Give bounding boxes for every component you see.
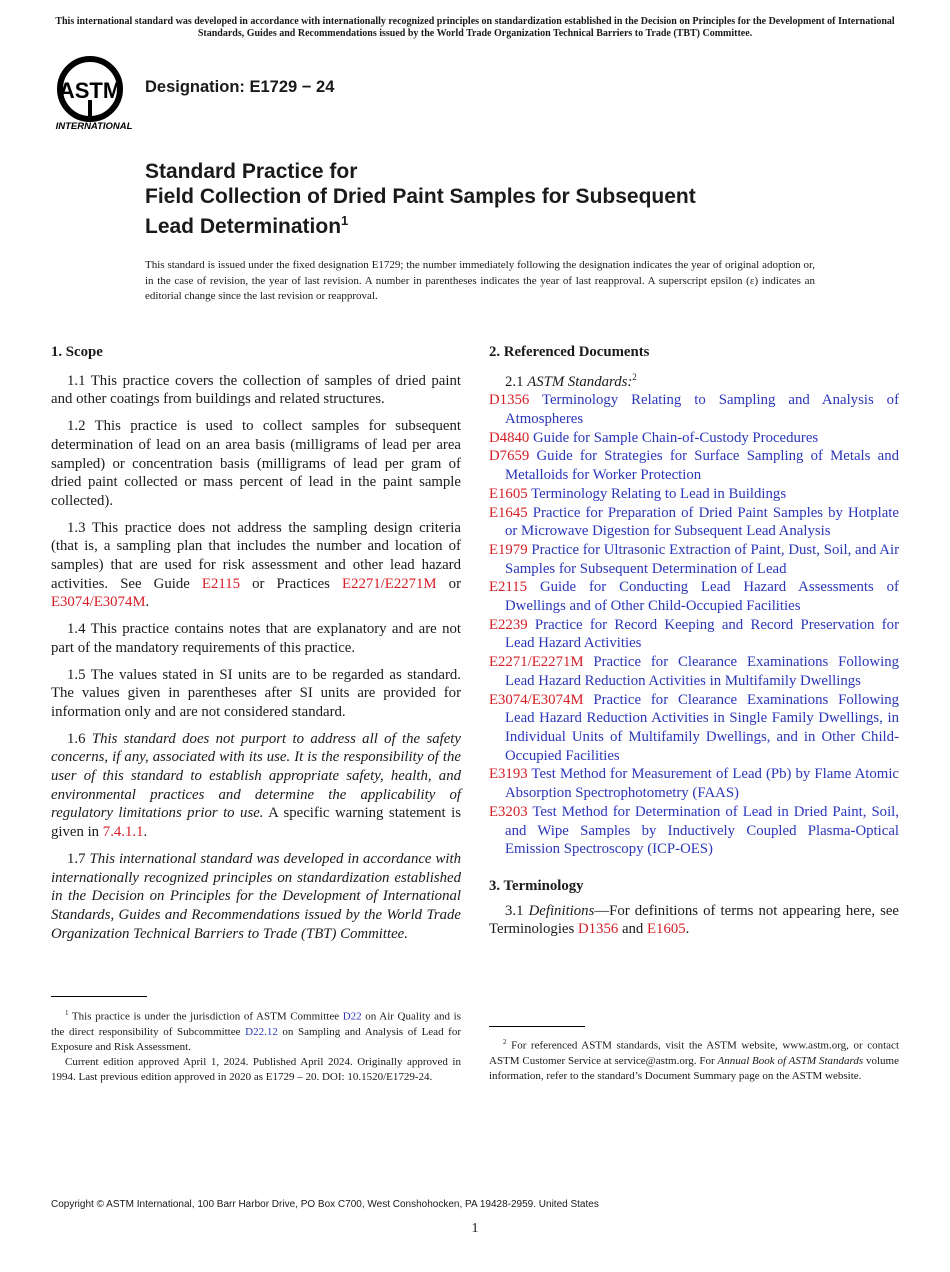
scope-para-3-text-c: or [436, 575, 461, 592]
footnote-1-text-c: on Sampling and Analysis of Lead for Exposure and Risk Assessment. [51, 1025, 462, 1053]
title-line-2: Field Collection of Dried Paint Samples for Subsequent [145, 184, 696, 208]
scope-para-2: 1.2 This practice is used to collect samples for subsequent determination of lead on an area basis (milligrams of lead per area sampled) or concentration basis (milligrams of lead per gram of dried paint collected or mass percent of lead in the paint sample collected). [51, 418, 461, 509]
scope-para-7-num: 1.7 [67, 850, 90, 867]
terminology-mid: and [618, 921, 648, 938]
reference-code-link[interactable]: E2115 [489, 579, 528, 596]
link-d22-12[interactable]: D22.12 [245, 1025, 278, 1038]
footnote-1-text-b: on Air Quality and is the direct responsibility of Subcommittee [51, 1010, 461, 1038]
astm-standards-num: 2.1 [505, 373, 528, 390]
reference-item [489, 616, 899, 653]
terminology-text: —For definitions of terms not appearing here, see Terminologies [489, 902, 899, 938]
scope-para-7-italic: This international standard was developed in accordance with internationally recognized principles on standardization established in the Decision on Principles for the Development of International Standards, Guides and Recommendations issued by the World Trade Organization Technical Barriers to Trade (TBT) Committee. [51, 850, 461, 942]
scope-para-3-end: . [145, 594, 150, 611]
scope-para-6 [51, 730, 461, 842]
footnote-1-edition: Current edition approved April 1, 2024. Published April 2024. Originally approved in 1994. Last previous edition approved in 2020 as E1729 – 20. DOI: 10.1520/E1729-24. [51, 1055, 461, 1083]
reference-item [489, 765, 899, 802]
reference-title-link[interactable]: Guide for Conducting Lead Hazard Assessments of Dwellings and of Other Child-Occupied Facilities [505, 579, 899, 615]
link-e2271[interactable]: E2271/E2271M [342, 575, 437, 592]
references-heading: 2. Referenced Documents [489, 344, 650, 360]
logo-mark: ASTM [58, 78, 122, 103]
footnote-rule-left [51, 996, 147, 997]
scope-para-6-end: . [143, 824, 148, 841]
scope-para-6-italic: This standard does not purport to address all of the safety concerns, if any, associated with its use. It is the responsibility of the user of this standard to establish appropriate safety, health, and environmental practices and determine the applicability of regulatory limitations prior to use. [51, 730, 461, 822]
reference-code-link[interactable]: E2271/E2271M [489, 654, 584, 671]
scope-para-3-text-b: or Practices [240, 575, 343, 592]
reference-item [489, 578, 899, 615]
reference-title-link[interactable]: Guide for Sample Chain-of-Custody Procedures [529, 429, 819, 446]
reference-item [489, 653, 899, 690]
reference-item [489, 691, 899, 766]
right-column [489, 343, 899, 947]
scope-para-7 [51, 850, 461, 944]
reference-code-link[interactable]: E3193 [489, 766, 528, 783]
designation: Designation: E1729 − 24 [145, 78, 335, 96]
terminology-num: 3.1 [505, 902, 529, 919]
reference-item [489, 504, 899, 541]
page-number: 1 [471, 1221, 479, 1236]
link-e3074[interactable]: E3074/E3074M [51, 594, 146, 611]
issued-note: This standard is issued under the fixed designation E1729; the number immediately following the designation indicates the year of original adoption or, in the case of revision, the year of last revision. A number in parentheses indicates the year of last reapproval. A superscript epsilon (ε) indicates an editorial change since the last revision or reapproval. [145, 259, 815, 302]
title-footnote-mark: 1 [341, 213, 349, 228]
reference-title-link[interactable]: Practice for Record Keeping and Record Preservation for Lead Hazard Activities [505, 616, 899, 652]
scope-para-3 [51, 519, 461, 613]
reference-code-link[interactable]: E3203 [489, 803, 528, 820]
link-d22[interactable]: D22 [342, 1010, 362, 1023]
reference-title-link[interactable]: Terminology Relating to Sampling and Analysis of Atmospheres [505, 392, 899, 428]
scope-para-1: 1.1 This practice covers the collection of samples of dried paint and other coatings from buildings and related structures. [51, 372, 461, 408]
footnote-2-text: For referenced ASTM standards, visit the ASTM website, www.astm.org, or contact ASTM Customer Service at service@astm.org. For [489, 1039, 899, 1067]
terminology-heading: 3. Terminology [489, 877, 584, 894]
footnote-2-para [489, 1035, 899, 1084]
footnote-1-para [51, 1006, 461, 1055]
header-notice: This international standard was developed in accordance with internationally recognized principles on standardization established in the Decision on Principles for the Development of International Standards, Guides and Recommendations issued by the World Trade Organization Technical Barriers to Trade (TBT) Committee. [55, 16, 895, 39]
scope-para-6-tail: A specific warning statement is given in [51, 805, 461, 841]
terminology-term: Definitions [528, 902, 595, 919]
astm-standards-subheading [489, 368, 899, 392]
scope-para-3-text: 1.3 This practice does not address the sampling design criteria (that is, a sampling plan that includes the number and location of samples) that are used for risk assessment and other lead hazard activities. See Guide [51, 519, 461, 592]
footnote-2 [489, 1035, 899, 1084]
reference-code-link[interactable]: E1979 [489, 541, 528, 558]
logo-subtitle: INTERNATIONAL [55, 121, 133, 132]
reference-item [489, 391, 899, 428]
reference-code-link[interactable]: E1645 [489, 504, 528, 521]
footnote-1 [51, 1006, 461, 1085]
reference-item [489, 541, 899, 578]
reference-code-link[interactable]: D4840 [489, 429, 530, 446]
reference-title-link[interactable]: Test Method for Measurement of Lead (Pb) by Flame Atomic Absorption Spectrophotometry (FAAS) [505, 766, 899, 802]
reference-item [489, 447, 899, 484]
reference-title-link[interactable]: Practice for Clearance Examinations Following Lead Hazard Reduction Activities in Single Family Dwellings, in Individual Units of Multifamily Dwellings, and in Other Child-Occupied Facilities [505, 691, 899, 764]
scope-para-5: 1.5 The values stated in SI units are to be regarded as standard. The values given in parentheses after SI units are provided for information only and are not considered standard. [51, 666, 461, 720]
scope-heading: 1. Scope [51, 344, 103, 360]
footnote-2-text-b: volume information, refer to the standard’s Document Summary page on the ASTM website. [489, 1054, 899, 1082]
reference-title-link[interactable]: Terminology Relating to Lead in Buildings [527, 485, 787, 502]
reference-title-link[interactable]: Practice for Preparation of Dried Paint Samples by Hotplate or Microwave Digestion for Subsequent Lead Analysis [505, 504, 899, 540]
terminology-para [489, 902, 899, 939]
reference-title-link[interactable]: Test Method for Determination of Lead in Dried Paint, Soil, and Wipe Samples by Inductively Coupled Plasma-Optical Emission Spectroscopy (ICP-OES) [505, 803, 899, 858]
footnote-rule-right [489, 1026, 585, 1027]
title-line-3: Lead Determination [145, 215, 342, 238]
reference-item [489, 429, 899, 448]
terminology-end: . [685, 921, 690, 938]
reference-item [489, 485, 899, 504]
link-e2115[interactable]: E2115 [201, 575, 241, 592]
scope-para-4: 1.4 This practice contains notes that are explanatory and are not part of the mandatory requirements of this practice. [51, 621, 461, 656]
link-d1356-terminology[interactable]: D1356 [577, 921, 619, 938]
reference-title-link[interactable]: Practice for Ultrasonic Extraction of Paint, Dust, Soil, and Air Samples for Subsequent Determination of Lead [505, 541, 899, 577]
reference-title-link[interactable]: Guide for Strategies for Surface Sampling of Metals and Metalloids for Worker Protection [505, 448, 899, 484]
astm-standards-mark: 2 [632, 371, 637, 382]
reference-title-link[interactable]: Practice for Clearance Examinations Following Lead Hazard Reduction Activities in Multifamily Dwellings [505, 654, 899, 689]
reference-code-link[interactable]: D7659 [489, 448, 530, 465]
reference-code-link[interactable]: E1605 [489, 485, 528, 502]
reference-list [489, 391, 899, 859]
astm-standards-title: ASTM Standards: [527, 373, 633, 390]
title-line-1: Standard Practice for [145, 160, 358, 183]
reference-code-link[interactable]: E3074/E3074M [489, 691, 584, 708]
scope-para-6-num: 1.6 [67, 730, 92, 747]
footnote-1-text: This practice is under the jurisdiction of ASTM Committee [68, 1010, 343, 1023]
footnote-2-italic: Annual Book of ASTM Standards [717, 1054, 864, 1067]
reference-code-link[interactable]: E2239 [489, 616, 528, 633]
reference-code-link[interactable]: D1356 [489, 392, 530, 409]
document-title [145, 160, 845, 240]
reference-item [489, 803, 899, 859]
copyright: Copyright © ASTM International, 100 Barr Harbor Drive, PO Box C700, West Conshohocken, PA 19428-2959. United States [51, 1199, 599, 1210]
footnote-2-mark: 2 [503, 1038, 507, 1046]
footnote-1-mark: 1 [65, 1009, 69, 1017]
astm-logo-icon [52, 56, 136, 132]
left-column [51, 343, 461, 951]
link-e1605-terminology[interactable]: E1605 [647, 921, 686, 938]
link-7-4-1-1[interactable]: 7.4.1.1 [102, 824, 144, 841]
astm-logo [52, 56, 136, 132]
